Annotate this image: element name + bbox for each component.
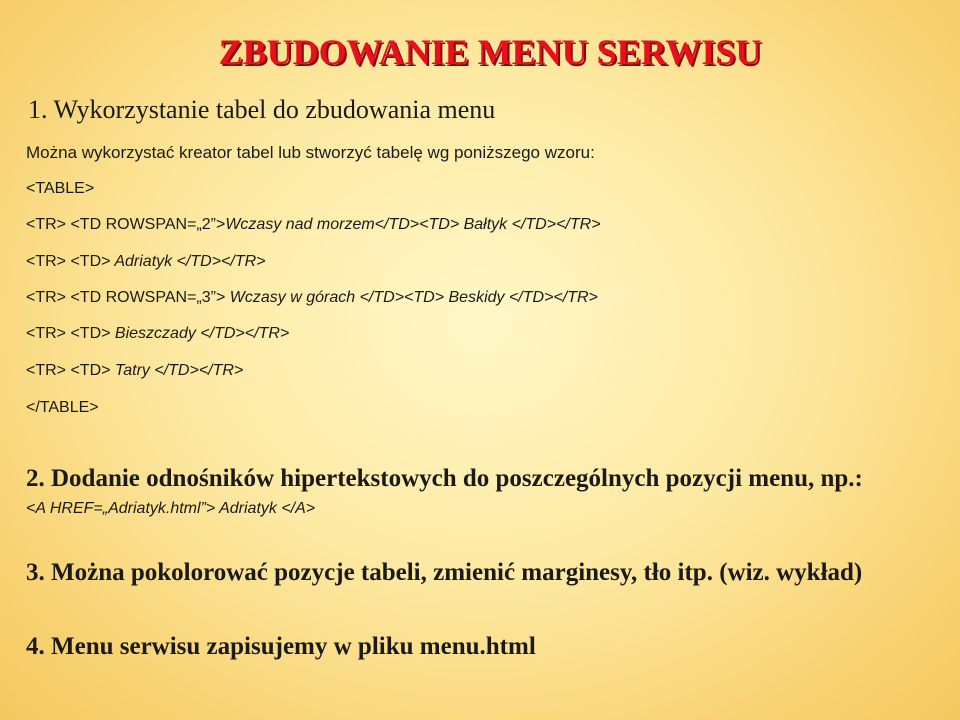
heading-2: 2. Dodanie odnośników hipertekstowych do poszczególnych pozycji menu, np.:	[26, 465, 863, 492]
code-tag: <TR> <TD ROWSPAN=„3”>	[26, 289, 226, 306]
code-content: Bieszczady </TD></TR>	[110, 325, 290, 342]
code-line-row-5	[26, 360, 243, 382]
code-line-table-open: <TABLE>	[26, 180, 95, 197]
code-line-row-1	[26, 214, 601, 236]
code-line-row-4	[26, 323, 289, 345]
code-content: Tatry </TD></TR>	[110, 362, 244, 379]
heading-1: 1. Wykorzystanie tabel do zbudowania menu	[28, 95, 496, 124]
code-tag: <TR> <TD>	[26, 362, 111, 379]
code-line-table-close: </TABLE>	[26, 399, 99, 416]
code-tag: <TR> <TD>	[26, 325, 111, 342]
heading-3: 3. Można pokolorować pozycje tabeli, zmienić marginesy, tło itp. (wiz. wykład)	[26, 559, 863, 586]
code-tag: <TR> <TD ROWSPAN=„2”>	[26, 216, 226, 233]
href-example: <A HREF=„Adriatyk.html”> Adriatyk </A>	[26, 500, 316, 517]
code-content: Wczasy nad morzem</TD><TD> Bałtyk </TD></TR>	[225, 216, 601, 233]
code-line-row-3	[26, 287, 598, 309]
intro-text: Można wykorzystać kreator tabel lub stworzyć tabelę wg poniższego wzoru:	[26, 143, 595, 162]
slide-title: ZBUDOWANIE MENU SERWISU	[218, 32, 762, 72]
code-content: Wczasy w górach </TD><TD> Beskidy </TD></TR>	[225, 289, 598, 306]
code-content: Adriatyk </TD></TR>	[110, 253, 266, 270]
code-tag: <TR> <TD>	[26, 253, 111, 270]
code-line-row-2	[26, 251, 266, 273]
heading-4: 4. Menu serwisu zapisujemy w pliku menu.html	[26, 633, 536, 660]
